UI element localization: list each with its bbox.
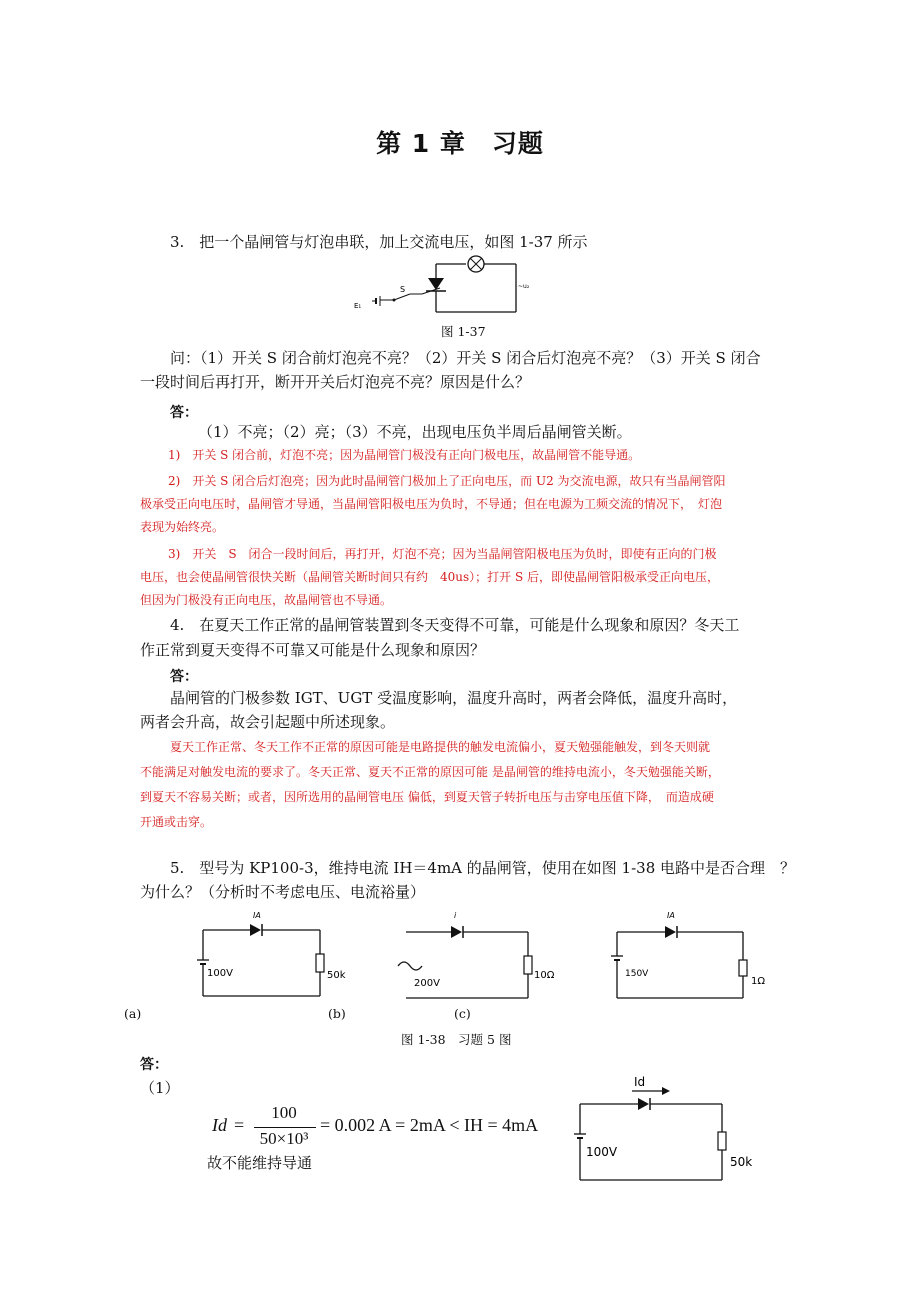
q3-ask-line2: 一段时间后再打开，断开开关后灯泡亮不亮？原因是什么？ (140, 373, 531, 391)
thyristor-icon (665, 926, 676, 938)
q4-answer-label: 答： (170, 669, 198, 685)
sub-label-a: (a) (124, 1006, 142, 1021)
thyristor-icon (250, 924, 261, 936)
formula-lhs: Id (212, 1115, 227, 1135)
q5-conclusion: 故不能维持导通 (207, 1154, 313, 1172)
circuit-a-source: 100V (207, 968, 233, 979)
resistor-icon (739, 960, 747, 976)
circuit-a-load: 50k (327, 970, 346, 981)
circuit-b-source: 200V (414, 978, 440, 989)
thyristor-icon (638, 1098, 649, 1110)
formula-denominator: 50×10³ (259, 1129, 309, 1148)
ac-label: ~u₂ (518, 283, 530, 290)
formula-numerator: 100 (271, 1103, 297, 1122)
q3-note-2-line3: 表现为始终亮。 (140, 520, 225, 534)
sub-label-c: (c) (454, 1006, 471, 1021)
resistor-icon (524, 956, 532, 974)
circuit-b-current: i (454, 911, 457, 920)
source-label: E₁ (354, 302, 362, 310)
q3-note-1: 1) 开关 S 闭合前，灯泡不亮；因为晶闸管门极没有正向门极电压，故晶闸管不能导通。 (168, 448, 641, 462)
circuit-c-load: 1Ω (751, 976, 766, 987)
circuit-c-source: 150V (625, 969, 649, 979)
resistor-icon (316, 954, 324, 972)
thyristor-icon (428, 278, 444, 290)
switch-label: S (400, 285, 406, 294)
circuit-a-current: IA (253, 911, 261, 920)
q5-question-line2: 为什么？（分析时不考虑电压、电流裕量） (140, 883, 426, 901)
q5-answer-label: 答： (140, 1057, 168, 1073)
q4-question-line1: 4. 在夏天工作正常的晶闸管装置到冬天变得不可靠，可能是什么现象和原因？冬天工 (170, 616, 740, 634)
answer-circuit (570, 1070, 753, 1190)
formula-result: = 0.002 A = 2mA < IH = 4mA (320, 1115, 539, 1135)
q3-note-3-line1: 3) 开关 S 闭合一段时间后，再打开，灯泡不亮；因为当晶闸管阳极电压为负时，即使有正向的门极 (168, 547, 717, 561)
circuit-c (605, 904, 775, 1004)
sub-label-b: (b) (328, 1006, 346, 1021)
q5-part-label: （1） (140, 1079, 180, 1097)
circuit-a (195, 904, 355, 1004)
circuit-b-load: 10Ω (534, 970, 555, 981)
circuit-b (396, 904, 556, 1004)
thyristor-icon (451, 926, 462, 938)
ac-source-icon (398, 962, 422, 970)
circuit-c-current: IA (667, 911, 675, 920)
q4-question-line2: 作正常到夏天变得不可靠又可能是什么现象和原因？ (140, 641, 486, 659)
q3-note-2-line2: 极承受正向电压时，晶闸管才导通，当晶闸管阳极电压为负时，不导通；但在电源为工频交流的情况下， 灯泡 (140, 497, 723, 511)
q3-note-2-line1: 2) 开关 S 闭合后灯泡亮；因为此时晶闸管门极加上了正向电压，而 U2 为交流电源，故只有当晶闸管阳 (168, 474, 726, 488)
figure-1-38-caption: 图 1-38 习题 5 图 (401, 1032, 512, 1047)
q3-ask-line1: 问：（1）开关 S 闭合前灯泡亮不亮？（2）开关 S 闭合后灯泡亮不亮？（3）开关 S 闭合 (170, 349, 761, 367)
answer-circuit-source: 100V (586, 1145, 618, 1159)
q4-note-line1: 夏天工作正常、冬天工作不正常的原因可能是电路提供的触发电流偏小，夏天勉强能触发，到冬天则就 (170, 740, 711, 754)
arrow-right-icon (662, 1087, 670, 1095)
formula: Id = 100 50×10³ = 0.002 A = 2mA < IH = 4mA (212, 1103, 539, 1148)
q4-note-line4: 开通或击穿。 (140, 815, 213, 829)
q3-note-3-line3: 但因为门极没有正向电压，故晶闸管也不导通。 (140, 593, 393, 607)
q4-answer-line2: 两者会升高，故会引起题中所述现象。 (140, 713, 396, 731)
q5-question-line1: 5. 型号为 KP100-3，维持电流 IH＝4mA 的晶闸管，使用在如图 1-38 电路中是否合理 ？ (170, 859, 796, 877)
resistor-icon (718, 1132, 726, 1150)
q4-note-line3: 到夏天不容易关断；或者，因所选用的晶闸管电压 偏低，到夏天管子转折电压与击穿电压值下降， 而造成硬 (140, 790, 714, 804)
q4-answer-line1: 晶闸管的门极参数 IGT、UGT 受温度影响，温度升高时，两者会降低，温度升高时， (170, 689, 738, 707)
q4-note-line2: 不能满足对触发电流的要求了。冬天正常、夏天不正常的原因可能 是晶闸管的维持电流小，冬天勉强能关断， (140, 765, 720, 779)
answer-circuit-load: 50k (730, 1155, 753, 1169)
answer-circuit-current: Id (634, 1075, 646, 1089)
q3-question: 3. 把一个晶闸管与灯泡串联，加上交流电压，如图 1-37 所示 (170, 233, 588, 251)
q3-answer-main: （1）不亮；（2）亮；（3）不亮，出现电压负半周后晶闸管关断。 (198, 423, 632, 441)
figure-1-37-caption: 图 1-37 (441, 324, 486, 339)
q3-note-3-line2: 电压，也会使晶闸管很快关断（晶闸管关断时间只有约 40us）；打开 S 后，即使晶闸管阳极承受正向电压， (140, 570, 720, 584)
page-title: 第 1 章 习题 (376, 129, 544, 158)
figure-1-37-circuit (336, 250, 536, 318)
q3-answer-label: 答： (170, 405, 198, 421)
